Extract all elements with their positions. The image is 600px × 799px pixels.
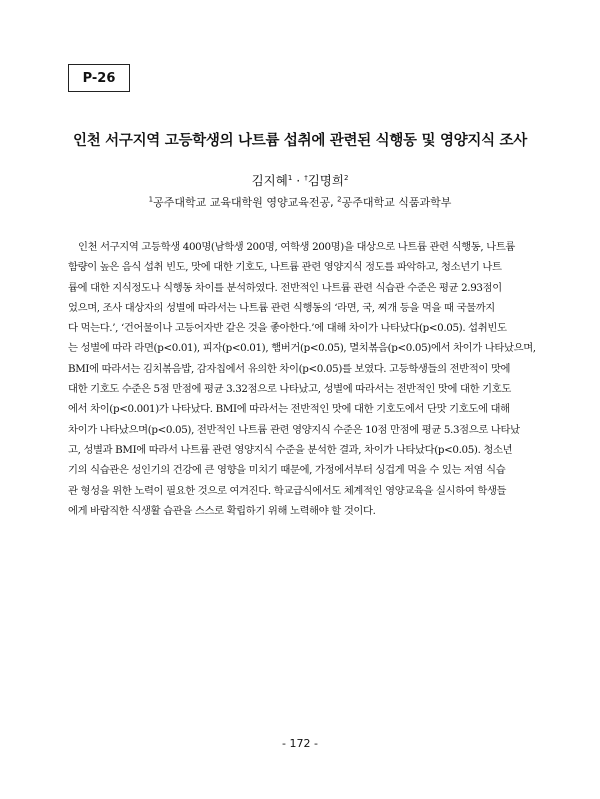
author-2: 김명희 bbox=[307, 173, 344, 188]
author-1-affiliation-mark: 1 bbox=[287, 173, 293, 182]
abstract-line: 대한 기호도 수준은 5점 만점에 평균 3.32점으로 나타났고, 성별에 따라서는 전반적인 맛에 대한 기호도 bbox=[68, 383, 511, 396]
abstract-line: 인천 서구지역 고등학생 400명(남학생 200명, 여학생 200명)을 대상으로 나트륨 관련 식행동, 나트륨 bbox=[78, 241, 516, 253]
page-number: - 172 - bbox=[282, 737, 318, 750]
affiliations-line bbox=[0, 194, 600, 210]
abstract-line: 관 형성을 위한 노력이 필요한 것으로 여겨진다. 학교급식에서도 체계적인 영양교육을 실시하여 학생들 bbox=[68, 484, 507, 497]
abstract-line: 차이가 나타났으며(p<0.05), 전반적인 나트륨 관련 영양지식 수준은 10점 만점에 평균 5.3점으로 나타났 bbox=[68, 423, 520, 436]
abstract-body bbox=[68, 237, 538, 521]
affiliation-2: 공주대학교 식품과학부 bbox=[341, 196, 452, 209]
abstract-line: BMI에 따라서는 김치볶음밥, 감자칩에서 유의한 차이(p<0.05)를 보였다. 고등학생들의 전반적이 맛에 bbox=[68, 362, 511, 375]
affiliation-1: 공주대학교 교육대학원 영양교육전공, bbox=[153, 196, 338, 209]
authors-line bbox=[0, 171, 600, 189]
author-separator: · bbox=[292, 173, 305, 188]
author-2-affiliation-mark: 2 bbox=[343, 173, 349, 182]
abstract-line: 기의 식습관은 성인기의 건강에 큰 영향을 미치기 때문에, 가정에서부터 싱겁게 먹을 수 있는 저염 식습 bbox=[68, 464, 506, 477]
abstract-line: 에서 차이(p<0.001)가 나타났다. BMI에 따라서는 전반적인 맛에 대한 기호도에서 단맛 기호도에 대해 bbox=[68, 403, 510, 416]
abstract-line: 고, 성별과 BMI에 따라서 나트륨 관련 영양지식 수준을 분석한 결과, 차이가 나타났다(p<0.05). 청소년 bbox=[68, 443, 513, 456]
abstract-line: 륨에 대한 지식정도나 식행동 차이를 분석하였다. 전반적인 나트륨 관련 식습관 수준은 평균 2.93점이 bbox=[68, 281, 502, 294]
author-1: 김지혜 bbox=[251, 173, 288, 188]
abstract-line: 에게 바람직한 식생활 습관을 스스로 확립하기 위해 노력해야 할 것이다. bbox=[68, 504, 376, 517]
poster-number-badge: P-26 bbox=[68, 64, 130, 92]
paper-title: 인천 서구지역 고등학생의 나트륨 섭취에 관련된 식행동 및 영양지식 조사 bbox=[73, 133, 527, 149]
abstract-line: 함량이 높은 음식 섭취 빈도, 맛에 대한 기호도, 나트륨 관련 영양지식 정도를 파악하고, 청소년기 나트 bbox=[68, 261, 502, 274]
abstract-line: 는 성별에 따라 라면(p<0.01), 피자(p<0.01), 햄버거(p<0.05), 멸치볶음(p<0.05)에서 차이가 나타났으며, bbox=[68, 342, 536, 355]
abstract-paragraph bbox=[68, 237, 538, 521]
affiliation-2-mark: 2 bbox=[337, 195, 342, 204]
affiliation-1-mark: 1 bbox=[148, 195, 154, 204]
abstract-line: 었으며, 조사 대상자의 성별에 따라서는 나트륨 관련 식행동의 ‘라면, 국, 찌개 등을 먹을 때 국물까지 bbox=[68, 301, 495, 314]
corresponding-author-mark: † bbox=[304, 173, 308, 182]
abstract-line: 다 먹는다.’, ‘건어물이나 고등어자반 같은 것을 좋아한다.’에 대해 차이가 나타났다(p<0.05). 섭취빈도 bbox=[68, 322, 507, 335]
